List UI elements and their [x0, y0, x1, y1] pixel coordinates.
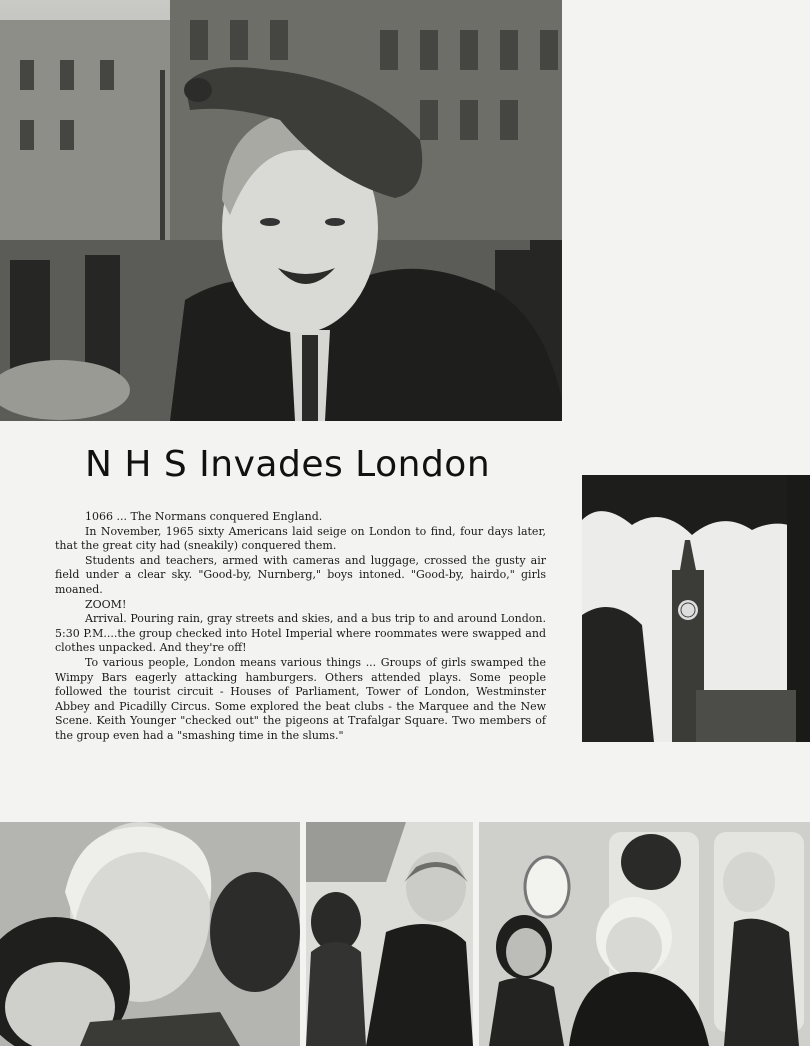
boy-with-pigeon-photo — [0, 0, 562, 421]
page-headline: N H S Invades London — [85, 444, 491, 485]
article-paragraph: In November, 1965 sixty Americans laid seige on London to find, four days later, that the great city had (sneakily) conquered them. — [55, 524, 546, 553]
tarmac-photo — [306, 822, 473, 1046]
airplane-passengers-photo — [479, 822, 810, 1046]
big-ben-photo — [582, 475, 810, 742]
article-paragraph: Arrival. Pouring rain, gray streets and skies, and a bus trip to and around London. 5:30 P.M....the group checked into Hotel Imperial where roommates were swapped and clothes unpacked. And they're off! — [55, 612, 546, 655]
article-paragraph: Students and teachers, armed with cameras and luggage, crossed the gusty air field under a clear sky. "Good-by, Nurnberg," boys intoned. "Good-by, hairdo," girls moaned. — [55, 553, 546, 596]
article-paragraph: To various people, London means various things ... Groups of girls swamped the Wimpy Bars eagerly attacking hamburgers. Others attended plays. Some people followed the tourist circuit - Houses of Parliament, Tower of London, Westminster Abbey and Picadilly Circus. Some explored the beat clubs - the Marquee and the New Scene. Keith Younger "checked out" the pigeons at Trafalgar Square. Two members of the group even had a "smashing time in the slums." — [55, 655, 546, 742]
article-body — [55, 510, 546, 744]
article-paragraph: 1066 ... The Normans conquered England. — [85, 510, 323, 523]
students-closeup-photo — [0, 822, 300, 1046]
article-paragraph: ZOOM! — [85, 597, 127, 611]
